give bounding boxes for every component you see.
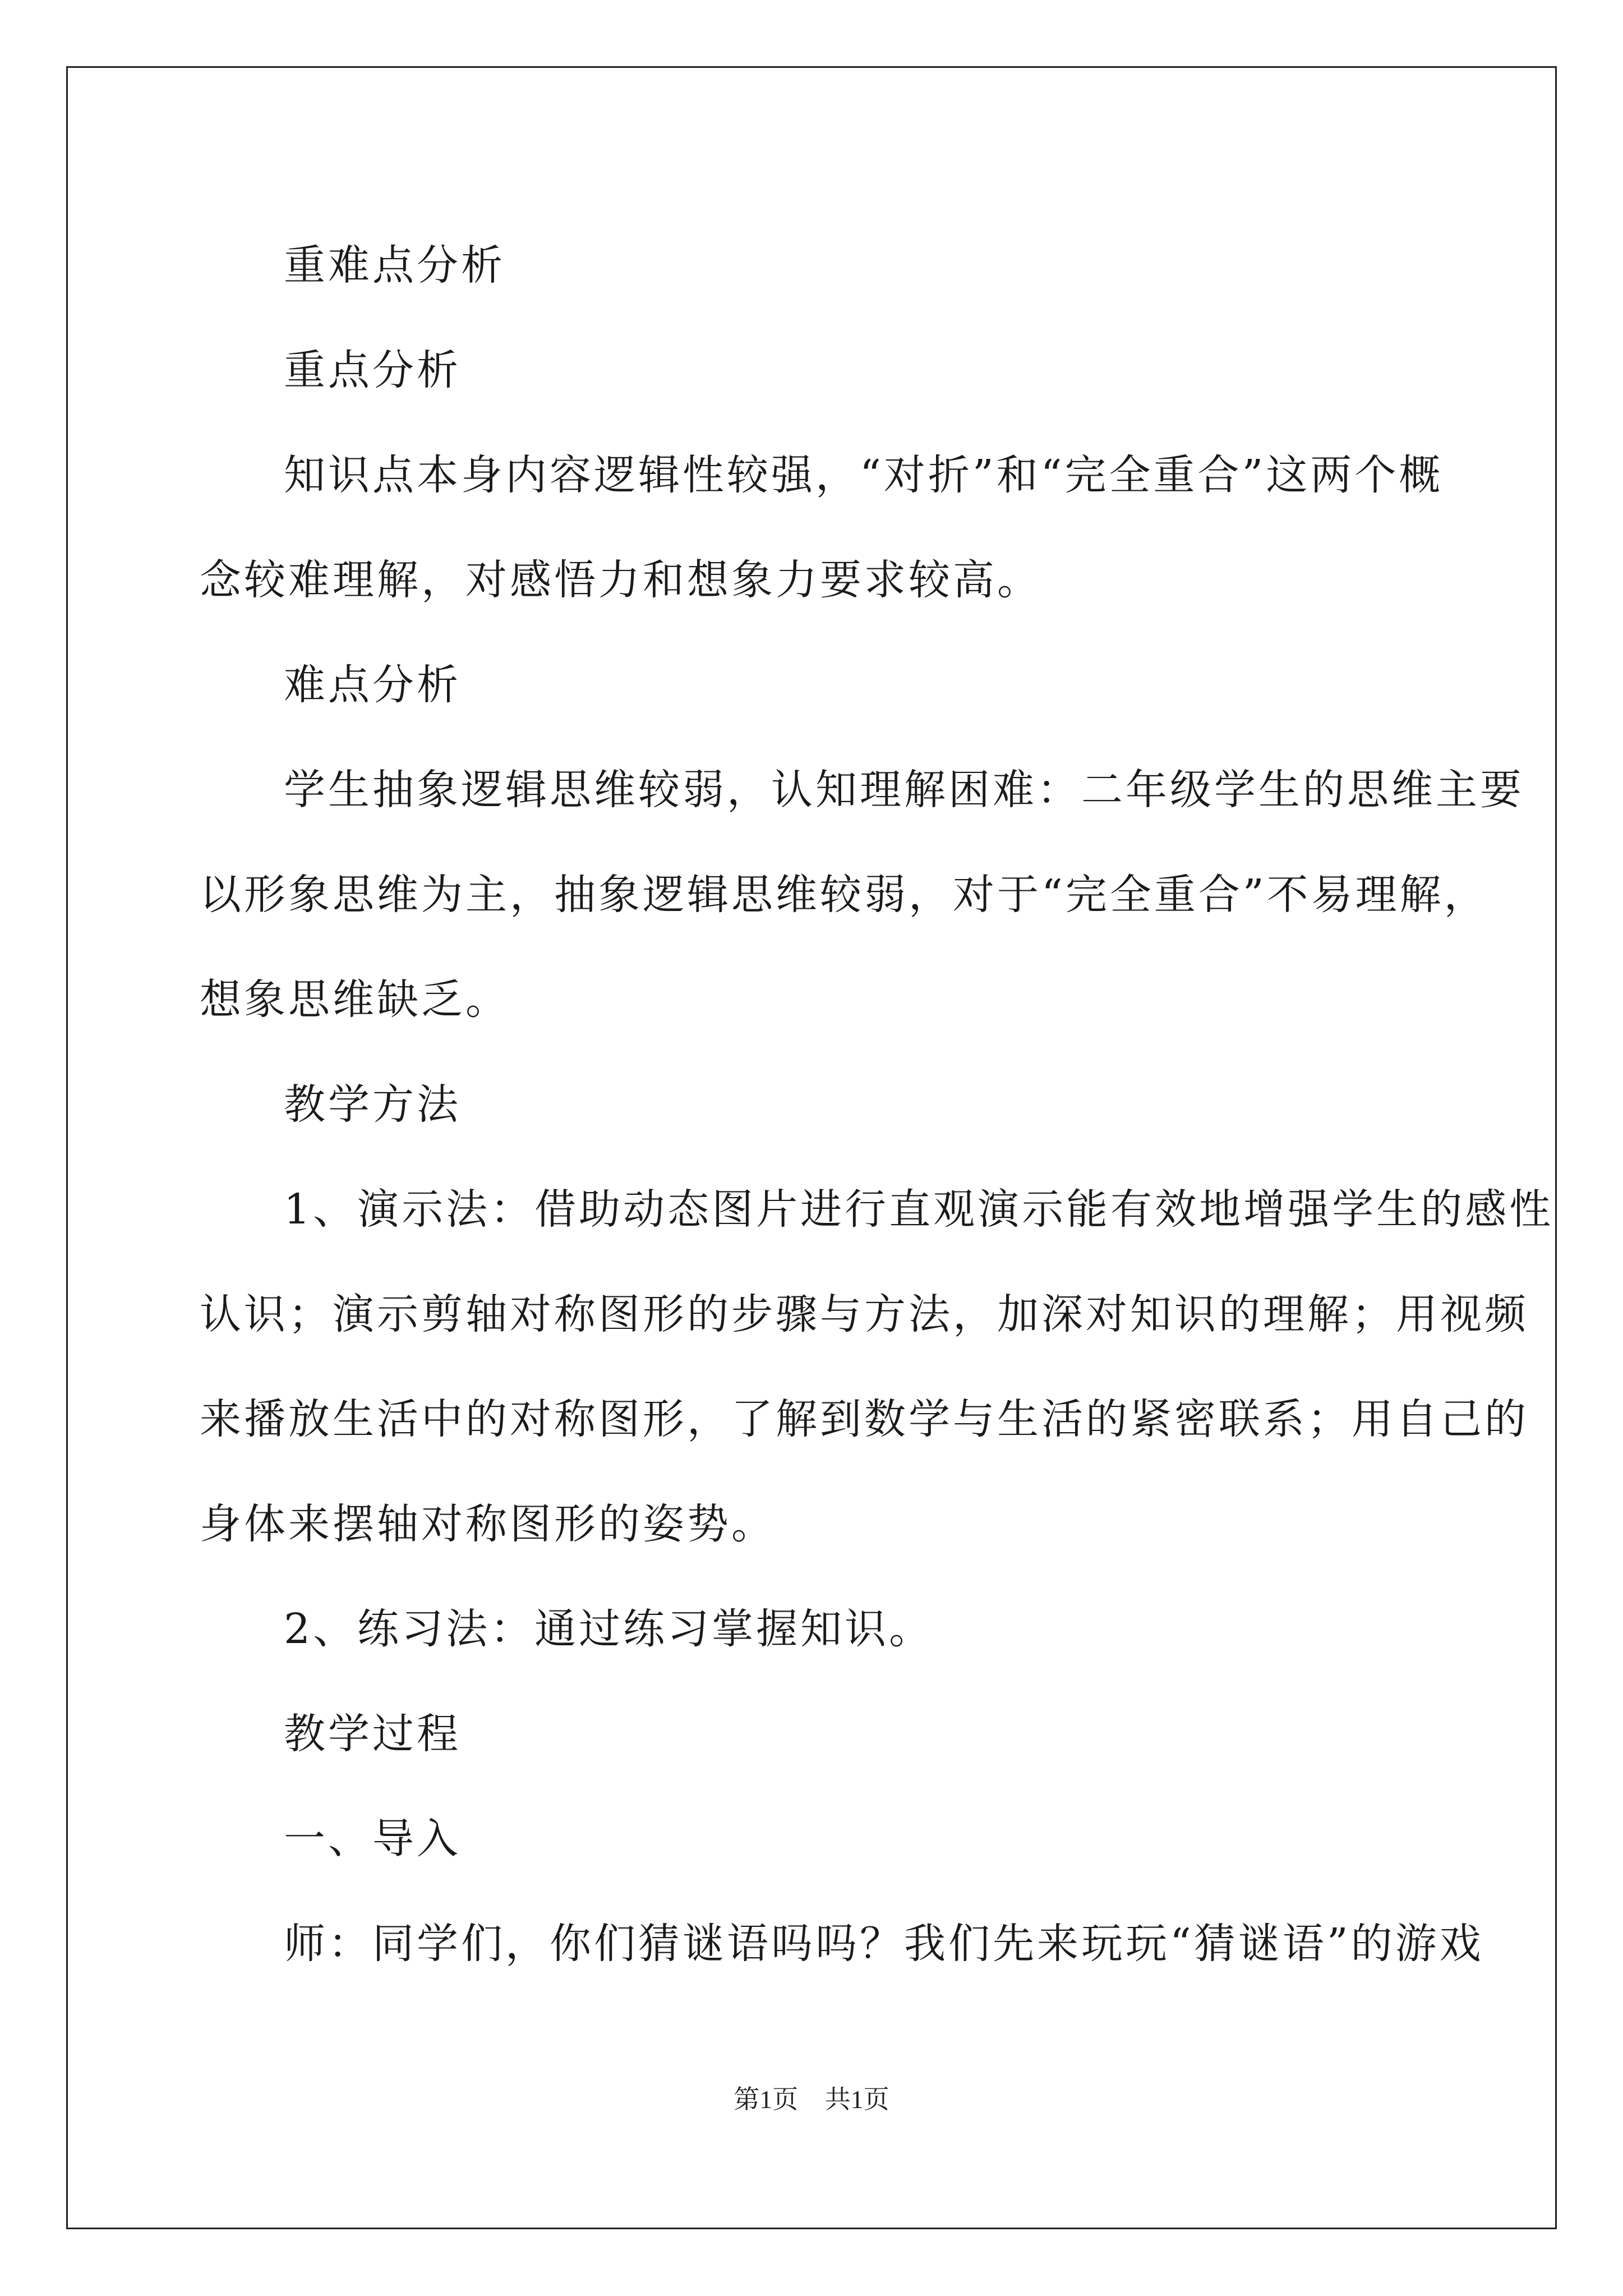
paragraph-line: 认识；演示剪轴对称图形的步骤与方法，加深对知识的理解；用视频	[200, 1290, 1529, 1338]
paragraph-line: 以形象思维为主，抽象逻辑思维较弱，对于“完全重合”不易理解，	[200, 871, 1488, 919]
section-heading: 教学过程	[284, 1710, 461, 1758]
paragraph-line: 身体来摆轴对称图形的姿势。	[200, 1500, 776, 1548]
paragraph-line: 知识点本身内容逻辑性较强，“对折”和“完全重合”这两个概	[284, 451, 1444, 499]
paragraph-line: 来播放生活中的对称图形，了解到数学与生活的紧密联系；用自己的	[200, 1395, 1529, 1443]
section-heading: 重难点分析	[284, 241, 505, 289]
subsection-heading: 一、导入	[284, 1815, 461, 1863]
document-body	[200, 213, 1554, 1996]
page-number: 第1页	[734, 2085, 799, 2114]
page-total: 共1页	[824, 2085, 889, 2114]
subsection-heading: 重点分析	[284, 346, 461, 394]
paragraph-line: 2、练习法：通过练习掌握知识。	[284, 1605, 934, 1653]
paragraph-line: 念较难理解，对感悟力和想象力要求较高。	[200, 556, 1041, 604]
paragraph-line: 1、演示法：借助动态图片进行直观演示能有效地增强学生的感性	[284, 1185, 1554, 1234]
section-heading: 教学方法	[284, 1080, 461, 1129]
paragraph-line: 师：同学们，你们猜谜语吗吗？我们先来玩玩“猜谜语”的游戏	[284, 1920, 1484, 1968]
paragraph-line: 学生抽象逻辑思维较弱，认知理解困难：二年级学生的思维主要	[284, 766, 1524, 814]
paragraph-line: 想象思维缺乏。	[200, 976, 510, 1024]
page-footer	[0, 2079, 1623, 2116]
subsection-heading: 难点分析	[284, 661, 461, 709]
